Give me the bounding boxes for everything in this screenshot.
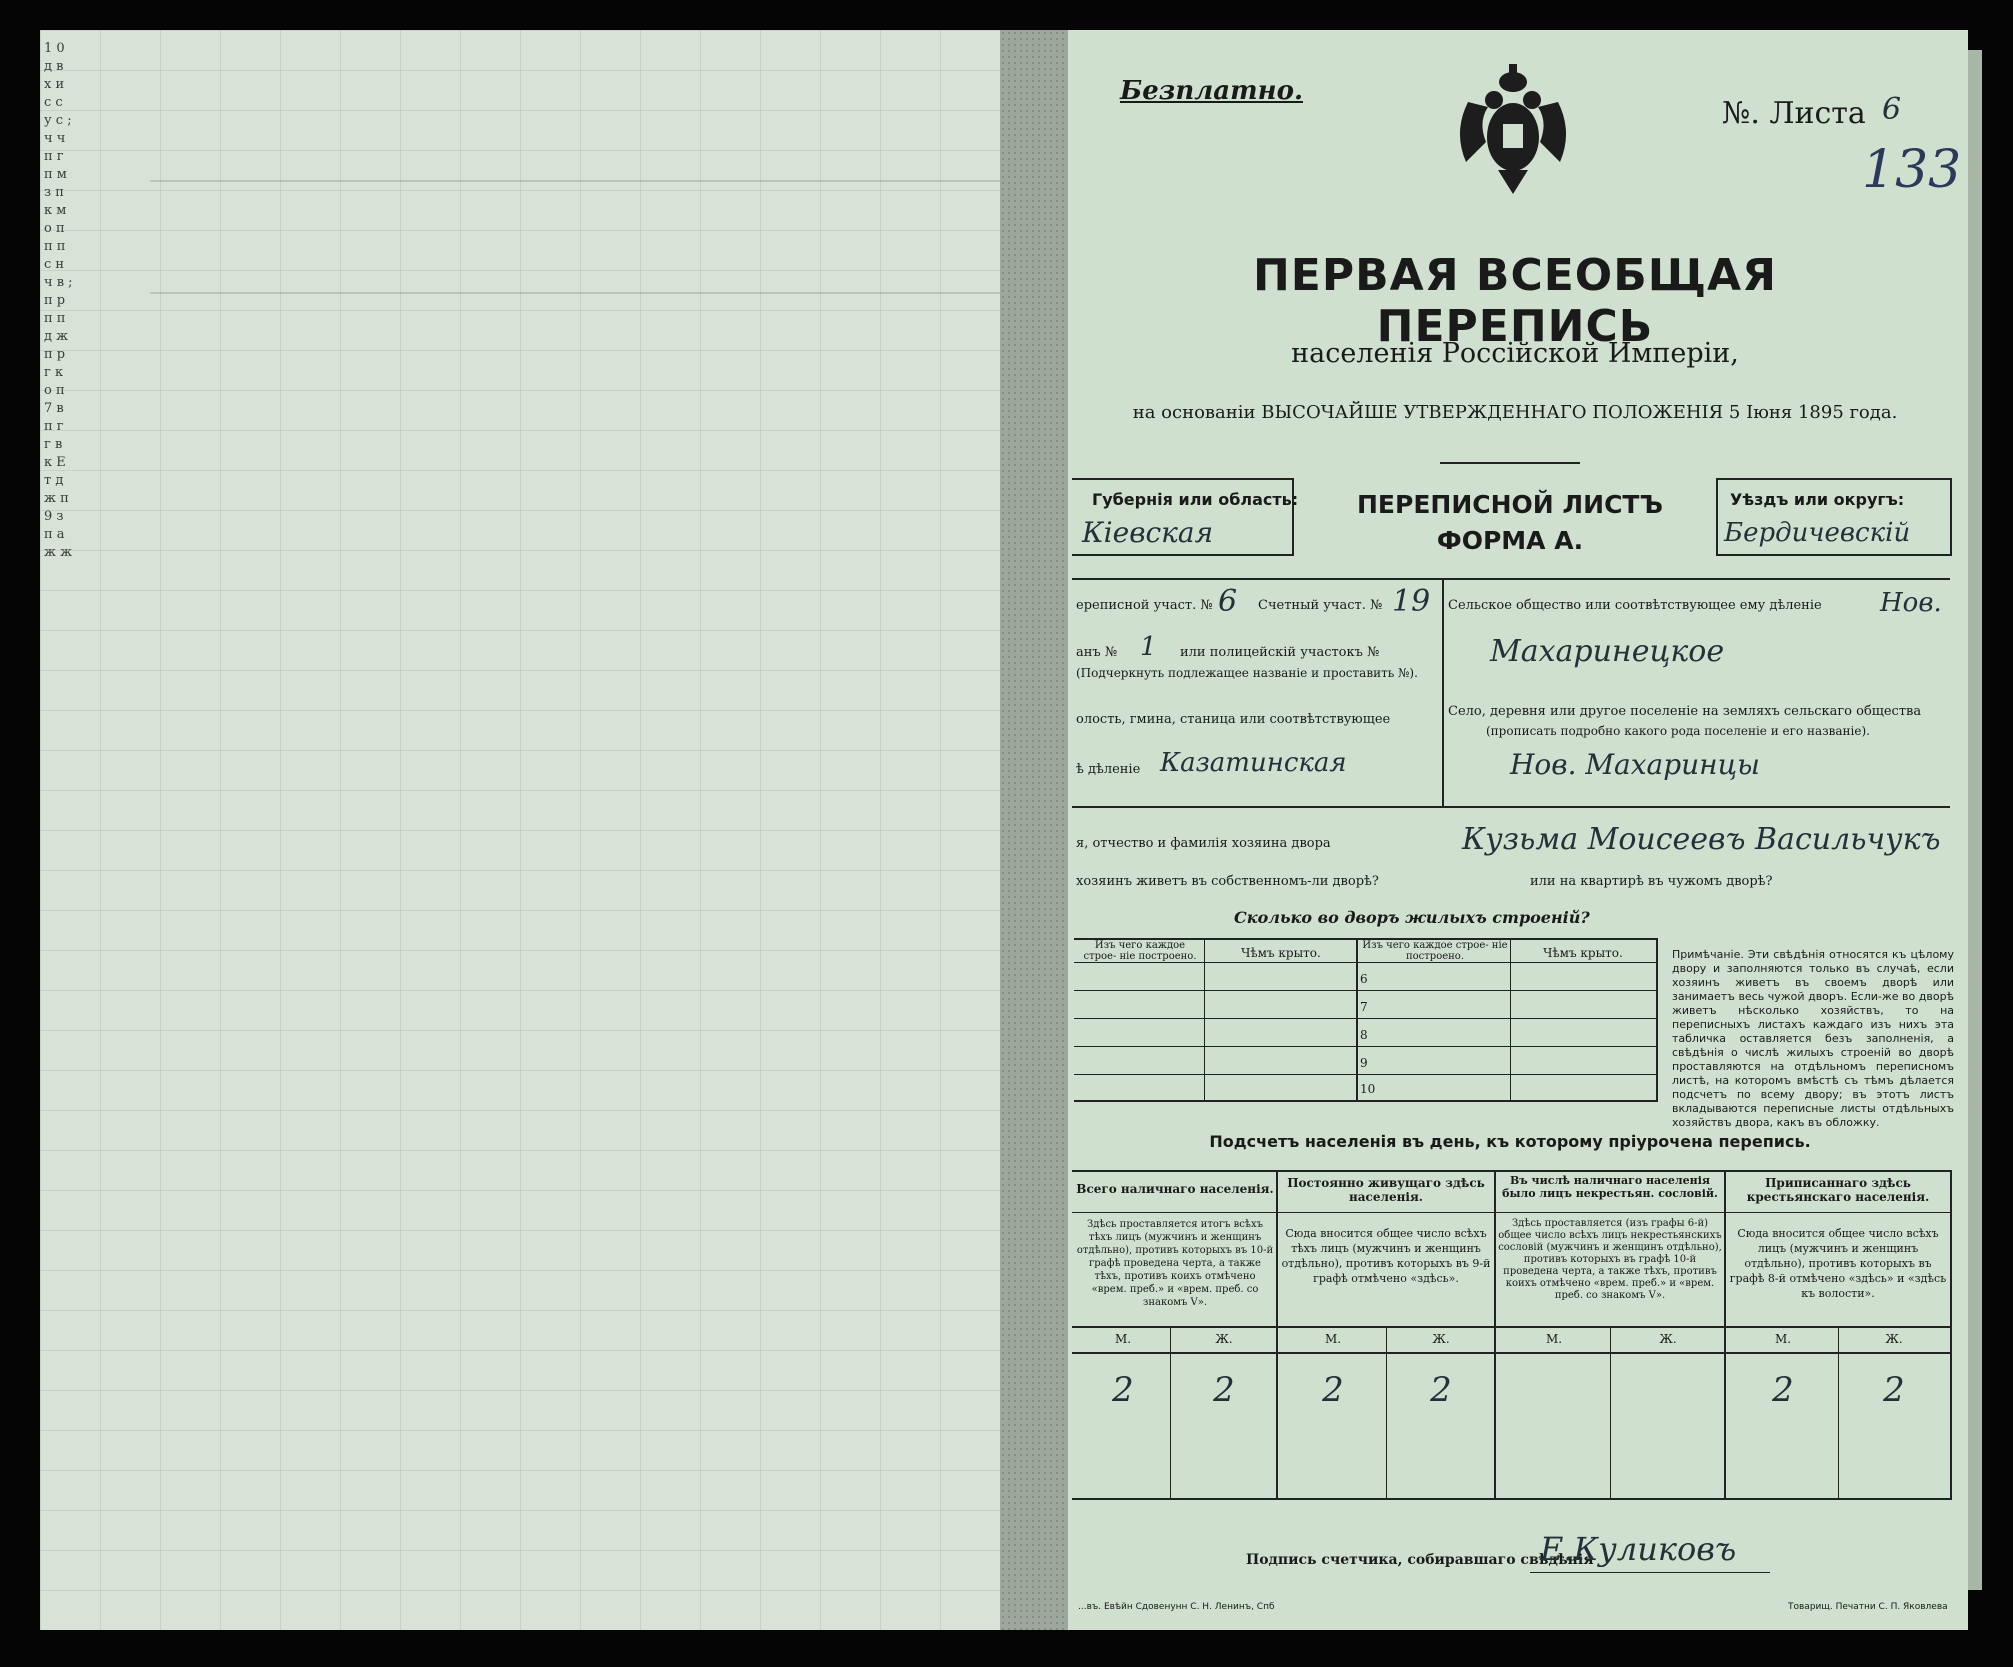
lives-alt-label: или на квартирѣ въ чужомъ дворѣ? [1530, 874, 1773, 889]
count-f-label: Ж. [1885, 1332, 1903, 1346]
delenie-label: ѣ дѣленіе [1076, 762, 1141, 777]
buildings-header-rule [1074, 962, 1658, 963]
count-col [1494, 1170, 1496, 1498]
volost-value: Казатинская [1160, 748, 1347, 778]
signature-label: Подпись счетчика, собиравшаго свѣдѣнія [1246, 1552, 1594, 1568]
count-m-label: М. [1114, 1332, 1132, 1346]
count-desc-1: Сюда вносится общее число всѣхъ тѣхъ лицъ (мужчинъ и женщинъ отдѣльно), противъ которыхъ въ 9-й графѣ отмѣчено «здѣсь». [1281, 1227, 1491, 1285]
sheet-number-label: №. Листа [1722, 96, 1866, 131]
owner-value: Кузьма Моисеевъ Васильчукъ [1462, 822, 1941, 857]
left-page [40, 30, 1000, 1630]
lives-label: хозяинъ живетъ въ собственномъ-ли дворѣ? [1076, 874, 1379, 889]
signature-value: Е.Куликовъ [1540, 1530, 1737, 1568]
buildings-row-6: 6 [1360, 972, 1368, 986]
selo-value: Нов. Махаринцы [1510, 748, 1760, 781]
stamp-number: 133 [1862, 140, 1962, 200]
underline-note: (Подчеркнуть подлежащее названіе и проставить №). [1076, 666, 1418, 680]
buildings-row-9: 9 [1360, 1056, 1368, 1070]
count-m-label: М. [1774, 1332, 1792, 1346]
fields-frame-top [1072, 578, 1950, 580]
sheet-number-value: 6 [1882, 92, 1902, 127]
count-col [1276, 1170, 1278, 1498]
buildings-row-10: 10 [1360, 1082, 1376, 1096]
fields-frame-divider [1442, 578, 1444, 806]
count-mf-rule [1072, 1326, 1952, 1328]
main-title: ПЕРВАЯ ВСЕОБЩАЯ ПЕРЕПИСЬ [1252, 250, 1777, 352]
count-value-total-f: 2 [1213, 1370, 1235, 1410]
count-header-3: Приписаннаго здѣсь крестьянскаго населенія. [1746, 1176, 1930, 1204]
buildings-question: Сколько во дворъ жилыхъ строеній? [1234, 908, 1590, 927]
count-col [1724, 1170, 1726, 1498]
buildings-note: Примѣчаніе. Эти свѣдѣнія относятся къ цѣлому двору и заполняются только въ случаѣ, если хозяинъ живетъ въ своемъ дворѣ или занимаетъ весь чужой дворъ. Если-же во дворѣ живетъ нѣсколько хозяйствъ, то на переписныхъ листахъ каждаго изъ нихъ эта табличка оставляется безъ заполненія, а свѣдѣнія о числѣ жилыхъ строеній во дворѣ проставляются на отдѣльномъ переписномъ листѣ, на которомъ вмѣстѣ съ тѣмъ дѣлается подсчетъ по всему двору; въ этотъ листъ вкладываются переписные листы отдѣльныхъ хозяйствъ двора, какъ въ обложку. [1672, 948, 1954, 1129]
count-m-label: М. [1545, 1332, 1563, 1346]
count-header-2: Въ числѣ наличнаго населенія было лицъ некрестьян. сословій. [1502, 1174, 1718, 1200]
page-edge [1968, 50, 1982, 1590]
count-f-label: Ж. [1215, 1332, 1233, 1346]
perepisnoy-value: 6 [1218, 584, 1238, 619]
uezd-value: Бердичевскій [1724, 518, 1911, 548]
left-margin-text: 1 0 д в х и с с у с ; ч ч п г п м з п к м о п п п с н ч в ; п р п п д ж п р г к о п 7 в п г г в к Е т д ж п 9 з п а ж ж [44, 41, 73, 560]
stan-value: 1 [1140, 632, 1157, 662]
buildings-header-material-left: Изъ чего каждое строе- ніе построено. [1083, 940, 1197, 962]
count-desc-0: Здѣсь проставляется итогъ всѣхъ тѣхъ лицъ (мужчинъ и женщинъ отдѣльно), противъ которыхъ въ 10-й графѣ проведена черта, а также тѣхъ, противъ коихъ отмѣчено «врем. преб.» и «врем. преб. со знакомъ V». [1076, 1219, 1274, 1308]
stan-label: анъ № [1076, 645, 1118, 660]
buildings-header-roof-right: Чѣмъ крыто. [1543, 946, 1623, 960]
perepisnoy-label: ереписной участ. № [1076, 598, 1213, 613]
sub-title: населенія Россійской Имперіи, [1291, 338, 1739, 369]
signature-line [1530, 1572, 1770, 1573]
fields-frame-bottom [1072, 806, 1950, 808]
count-header-1: Постоянно живущаго здѣсь населенія. [1287, 1176, 1485, 1204]
buildings-row-rule [1074, 1046, 1658, 1047]
count-header-rule [1072, 1212, 1952, 1213]
count-value-total-m: 2 [1112, 1370, 1134, 1410]
form-title-line2: ФОРМА А. [1436, 526, 1584, 555]
binding-strip [1000, 30, 1070, 1630]
schetny-value: 19 [1392, 584, 1431, 619]
obshchestvo-value-1: Нов. [1880, 588, 1942, 618]
left-ghost-header [150, 180, 1010, 294]
guberniya-value: Кіевская [1082, 516, 1214, 549]
buildings-header-material-right: Изъ чего каждое строе- ніе построено. [1362, 940, 1508, 962]
uezd-label: Уѣздъ или округъ: [1730, 490, 1905, 509]
count-desc-2: Здѣсь проставляется (изъ графы 6-й) общее число всѣхъ лицъ некрестьянскихъ сословій (мужчинъ и женщинъ отдѣльно), противъ которыхъ въ графѣ 10-й проведена черта, а также тѣхъ, противъ коихъ отмѣчено «врем. преб.» и «врем. преб. со знакомъ V». [1498, 1218, 1722, 1301]
police-label: или полицейскій участокъ № [1180, 645, 1380, 660]
buildings-row-7: 7 [1360, 1000, 1368, 1014]
buildings-row-rule [1074, 990, 1658, 991]
ornament-divider [1440, 462, 1580, 464]
schetny-label: Счетный участ. № [1258, 598, 1383, 613]
count-values-rule [1072, 1352, 1952, 1354]
count-title: Подсчетъ населенія въ день, къ которому пріурочена перепись. [1209, 1132, 1811, 1151]
count-value-resident-f: 2 [1430, 1370, 1452, 1410]
obshchestvo-label: Сельское общество или соотвѣтствующее ему дѣленіе [1448, 598, 1822, 613]
buildings-row-8: 8 [1360, 1028, 1368, 1042]
footer-right: Товарищ. Печатни С. П. Яковлева [1788, 1602, 1948, 1612]
buildings-row-rule [1074, 1074, 1658, 1075]
count-value-registered-f: 2 [1883, 1370, 1905, 1410]
footer-left: ...въ. Евѣйн Сдовенунн С. Н. Ленинъ, Спб [1078, 1602, 1275, 1612]
imperial-eagle-icon [1448, 62, 1578, 202]
obshchestvo-value-2: Махаринецкое [1490, 634, 1725, 669]
selo-label: Село, деревня или другое поселеніе на земляхъ сельскаго общества [1448, 704, 1922, 719]
buildings-header-roof-left: Чѣмъ крыто. [1241, 946, 1321, 960]
buildings-row-rule [1074, 1018, 1658, 1019]
count-header-0: Всего наличнаго населенія. [1076, 1182, 1274, 1196]
count-desc-3: Сюда вносится общее число всѣхъ лицъ (мужчинъ и женщинъ отдѣльно), противъ которыхъ въ графѣ 8-й отмѣчено «здѣсь» и «здѣсь къ волости». [1729, 1227, 1947, 1300]
basis-line: на основаніи ВЫСОЧАЙШЕ УТВЕРЖДЕННАГО ПОЛОЖЕНІЯ 5 Іюня 1895 года. [1132, 402, 1898, 423]
count-f-label: Ж. [1659, 1332, 1677, 1346]
owner-label: я, отчество и фамилія хозяина двора [1076, 836, 1331, 851]
volost-label: олость, гмина, станица или соотвѣтствующее [1076, 712, 1391, 727]
count-f-label: Ж. [1432, 1332, 1450, 1346]
free-label: Безплатно. [1120, 76, 1303, 106]
count-value-registered-m: 2 [1772, 1370, 1794, 1410]
count-m-label: М. [1324, 1332, 1342, 1346]
form-title-line1: ПЕРЕПИСНОЙ ЛИСТЪ [1357, 490, 1663, 519]
count-value-resident-m: 2 [1322, 1370, 1344, 1410]
guberniya-label: Губернія или область: [1092, 490, 1299, 509]
selo-note: (прописать подробно какого рода поселеніе и его названіе). [1486, 724, 1870, 738]
